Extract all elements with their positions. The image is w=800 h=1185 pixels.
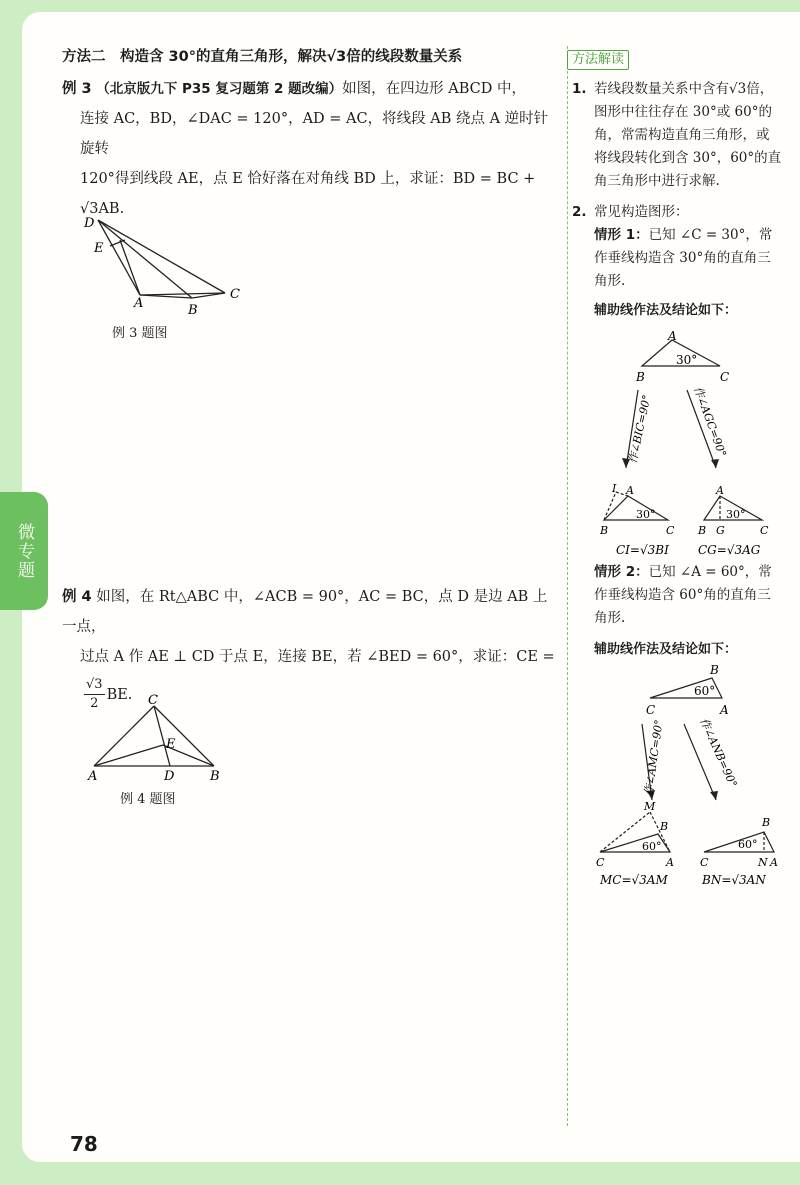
- d1-right-A: A: [716, 484, 724, 497]
- ex4-line1: 如图，在 Rt△ABC 中，∠ACB = 90°，AC = BC，点 D 是边 AB 上一点，: [62, 589, 548, 635]
- d1-I: I: [612, 482, 617, 495]
- ex3-label-A: A: [134, 296, 144, 311]
- d1-B: B: [636, 370, 645, 384]
- d2-result-left: MC=√3AM: [600, 873, 668, 887]
- d2-left-A: A: [666, 856, 674, 869]
- ex4-label-E: E: [166, 737, 176, 752]
- ex3-caption: 例 3 题图: [112, 326, 168, 341]
- d1-result-left: CI=√3BI: [616, 543, 669, 557]
- d2-right-A: A: [770, 856, 778, 869]
- aux2-title: 辅助线作法及结论如下：: [594, 642, 738, 657]
- d1-left-C: C: [666, 524, 675, 537]
- ex3-line1: 如图，在四边形 ABCD 中，: [342, 81, 526, 97]
- d1-right-B: B: [698, 524, 707, 537]
- d1-arrow-right: 作∠AGC=90°: [691, 384, 729, 459]
- d1-A: A: [668, 329, 677, 343]
- ex4-frac-num: √3: [84, 676, 105, 695]
- d1-arrow-left: 作∠BIC=90°: [626, 393, 654, 465]
- d2-right-B: B: [762, 816, 771, 829]
- example-3: [62, 74, 560, 224]
- case1-label: 情形 1：: [594, 227, 649, 243]
- ex3-label-C: C: [230, 287, 240, 302]
- ex3-label-D: D: [84, 216, 95, 231]
- ex4-label-D: D: [164, 769, 175, 784]
- sidebar-diagram-30: [590, 328, 790, 560]
- aux1-title: 辅助线作法及结论如下：: [594, 303, 738, 318]
- ex4-figure: [84, 690, 234, 790]
- ex4-caption: 例 4 题图: [120, 792, 176, 807]
- p1-num: 1.: [572, 81, 587, 97]
- ex4-label-B: B: [210, 769, 220, 784]
- p2-text: 常见构造图形：: [594, 204, 689, 220]
- d2-left-angle: 60°: [642, 840, 662, 853]
- d2-C: C: [646, 703, 656, 717]
- ex4-line2: 过点 A 作 AE ⊥ CD 于点 E，连接 BE，若 ∠BED = 60°，求证：CE =: [80, 649, 555, 665]
- d1-left-A: A: [626, 484, 634, 497]
- sidebar-divider: [567, 46, 568, 1126]
- side-tab-label: 微专题: [14, 522, 34, 580]
- ex3-label-B: B: [188, 303, 198, 318]
- d1-angle: 30°: [676, 353, 698, 367]
- sidebar-case2: [572, 561, 782, 661]
- d2-A: A: [720, 703, 729, 717]
- p2-num: 2.: [572, 204, 587, 220]
- d1-left-angle: 30°: [636, 508, 656, 521]
- d2-left-C: C: [596, 856, 605, 869]
- d1-C: C: [720, 370, 730, 384]
- d2-arrow-right: 作∠ANB=90°: [697, 715, 740, 790]
- d2-angle: 60°: [694, 684, 716, 698]
- p1-text: 若线段数量关系中含有√3倍，图形中往往存在 30°或 60°的角，常需构造直角三角形，或将线段转化到含 30°，60°的直角三角形中进行求解.: [594, 81, 782, 189]
- side-tab[interactable]: [0, 492, 48, 610]
- d2-right-N: N: [758, 856, 768, 869]
- d1-right-angle: 30°: [726, 508, 746, 521]
- method-title: 方法二 构造含 30°的直角三角形，解决√3倍的线段数量关系: [62, 49, 463, 65]
- ex3-label-E: E: [94, 241, 104, 256]
- sidebar-p1: [572, 78, 782, 193]
- method-badge: 方法解读: [567, 50, 629, 70]
- d2-right-C: C: [700, 856, 709, 869]
- d1-right-G: G: [716, 524, 725, 537]
- d2-B: B: [710, 663, 719, 677]
- d2-left-B: B: [660, 820, 669, 833]
- d1-left-B: B: [600, 524, 609, 537]
- d2-arrow-left: 作∠AMC=90°: [642, 718, 666, 797]
- case1-text: 已知 ∠C = 30°，常作垂线构造含 30°角的直角三角形.: [594, 227, 773, 289]
- ex3-line2: 连接 AC，BD，∠DAC = 120°，AD = AC，将线段 AB 绕点 A 逆时针旋转: [80, 111, 549, 157]
- ex4-label-C: C: [148, 693, 158, 708]
- d2-right-angle: 60°: [738, 838, 758, 851]
- d2-result-right: BN=√3AN: [702, 873, 766, 887]
- d1-result-right: CG=√3AG: [698, 543, 761, 557]
- d2-M: M: [644, 800, 656, 813]
- ex3-figure: [80, 210, 260, 320]
- sidebar-p2: [572, 201, 782, 322]
- ex3-line4: √3AB.: [80, 201, 125, 217]
- ex3-line3: 120°得到线段 AE，点 E 恰好落在对角线 BD 上，求证：BD = BC +: [80, 171, 536, 187]
- ex3-source: （北京版九下 P35 复习题第 2 题改编）: [96, 81, 343, 97]
- ex4-frac-den: 2: [90, 696, 99, 711]
- ex3-label: 例 3: [62, 81, 92, 97]
- sidebar-diagram-60: [592, 660, 792, 890]
- ex4-label: 例 4: [62, 589, 92, 605]
- case2-label: 情形 2：: [594, 564, 649, 580]
- ex4-label-A: A: [88, 769, 98, 784]
- page-number: 78: [70, 1132, 98, 1156]
- case2-text: 已知 ∠A = 60°，常作垂线构造含 60°角的直角三角形.: [594, 564, 772, 626]
- ex4-frac-tail: BE.: [106, 686, 133, 703]
- d1-right-C: C: [760, 524, 769, 537]
